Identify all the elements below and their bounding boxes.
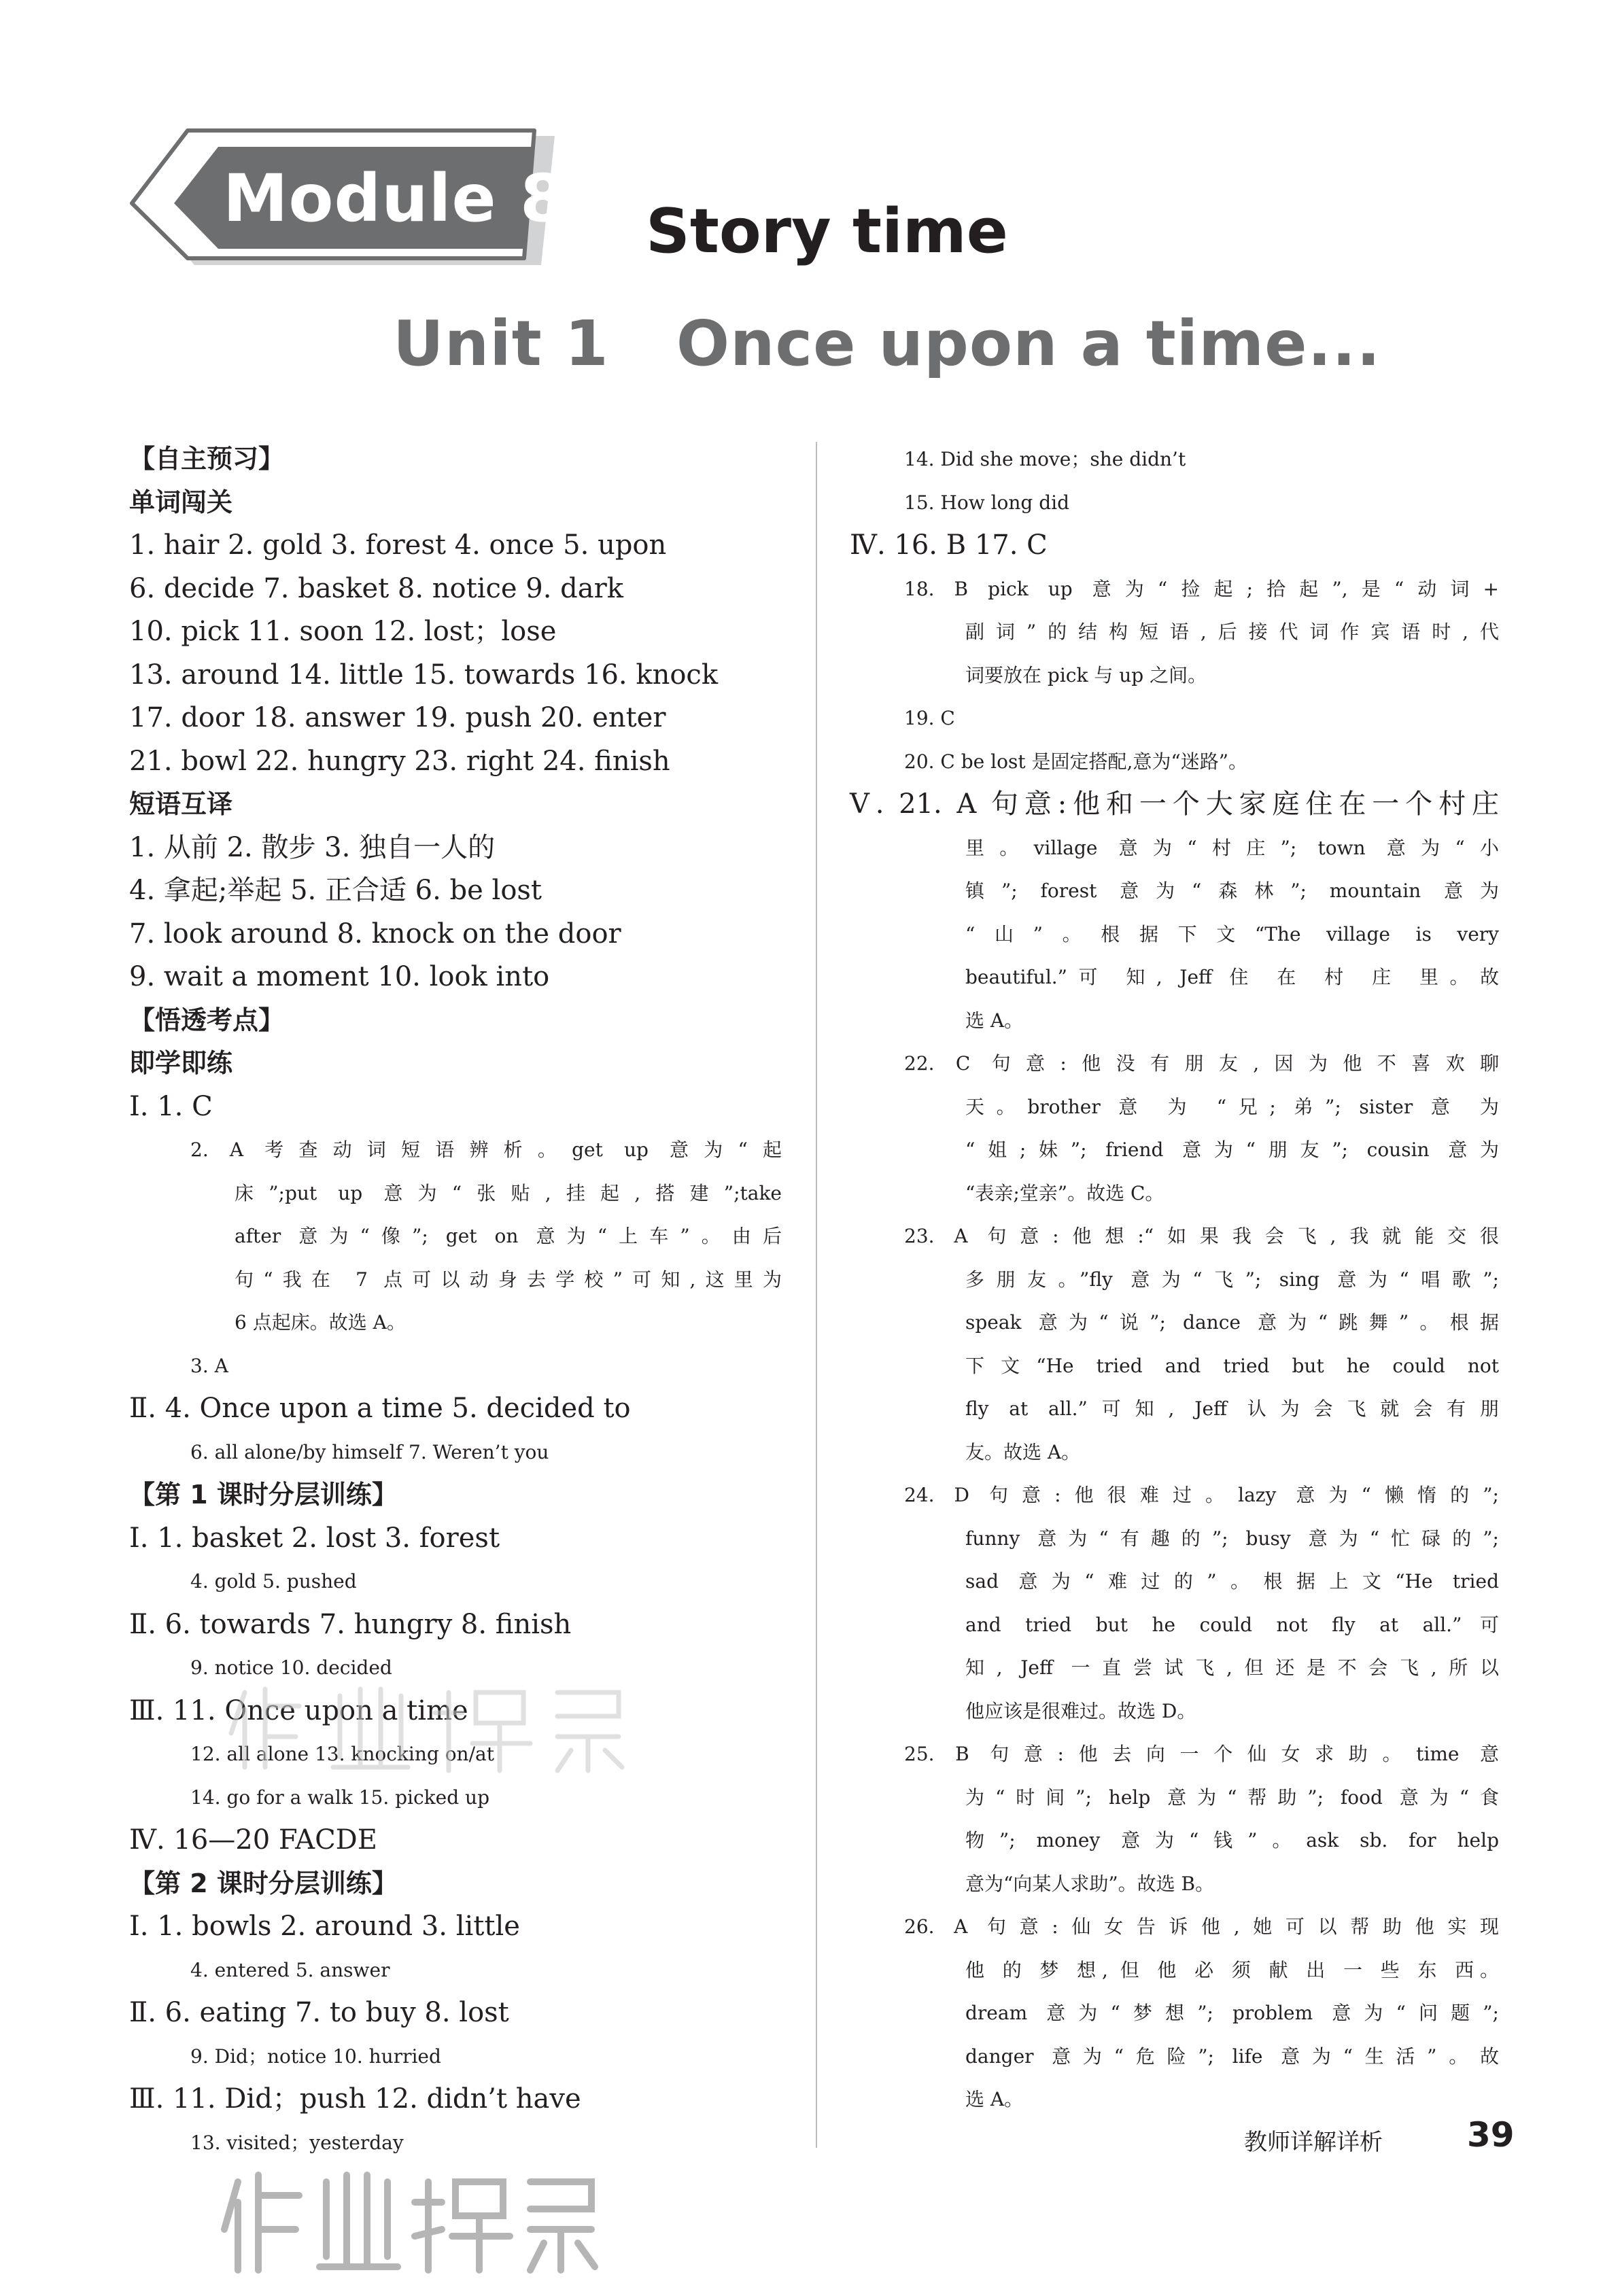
- answer-line: 14. go for a walk 15. picked up: [190, 1786, 490, 1809]
- answer-line: Ⅲ. 11. Once upon a time: [129, 1694, 468, 1726]
- answer-line: 10. pick 11. soon 12. lost；lose: [129, 616, 557, 647]
- answer-line: 12. all alone 13. knocking on/at: [190, 1743, 494, 1765]
- answer-line: 知, Jeff 一直尝试飞,但还是不会飞,所以: [965, 1656, 1499, 1679]
- answer-line: 4. gold 5. pushed: [190, 1570, 357, 1593]
- subsection-heading: 即学即练: [129, 1048, 233, 1078]
- answer-line: 14. Did she move；she didn’t: [904, 448, 1186, 470]
- answer-line: Ⅰ. 1. C: [129, 1090, 213, 1122]
- watermark-logo: [211, 2155, 612, 2284]
- answer-line: 物”; money 意为“钱”。ask sb. for help: [965, 1829, 1499, 1851]
- answer-line: Ⅳ. 16. B 17. C: [850, 529, 1048, 561]
- answer-line: 1. 从前 2. 散步 3. 独自一人的: [129, 831, 496, 863]
- subsection-heading: 单词闯关: [129, 487, 233, 517]
- right-answer-column: [850, 438, 1502, 2121]
- page-number: 39: [1467, 2115, 1515, 2155]
- story-title: Story time: [646, 196, 1008, 267]
- answer-line: 多朋友。”fly 意为“飞”; sing 意为“唱歌”;: [965, 1268, 1499, 1291]
- answer-line: 6 点起床。故选 A。: [235, 1311, 406, 1334]
- answer-line: Ⅱ. 6. towards 7. hungry 8. finish: [129, 1608, 572, 1640]
- answer-line: 选 A。: [965, 1009, 1024, 1032]
- answer-line: 26. A 句意:仙女告诉他,她可以帮助他实现: [904, 1915, 1499, 1938]
- answer-line: 13. visited；yesterday: [190, 2131, 404, 2154]
- answer-line: 15. How long did: [904, 491, 1070, 514]
- module-label: Module 8: [223, 160, 566, 237]
- answer-line: and tried but he could not fly at all.”可: [965, 1613, 1499, 1636]
- answer-line: 17. door 18. answer 19. push 20. enter: [129, 702, 666, 733]
- answer-line: 18. B pick up 意为“捡起;拾起”,是“动词+: [904, 577, 1499, 600]
- answer-line: Ⅳ. 16—20 FACDE: [129, 1824, 377, 1856]
- answer-line: 9. wait a moment 10. look into: [129, 961, 550, 992]
- watermark-faint-overlay: [204, 1672, 653, 1781]
- answer-line: 7. look around 8. knock on the door: [129, 918, 621, 950]
- answer-line: 24. D 句意:他很难过。lazy 意为“懒惰的”;: [904, 1484, 1499, 1506]
- answer-line: 25. B 句意:他去向一个仙女求助。time 意: [904, 1743, 1499, 1765]
- answer-line: 副词”的结构短语,后接代词作宾语时,代: [965, 621, 1499, 643]
- subsection-heading: 短语互译: [129, 789, 233, 819]
- answer-line: 21. bowl 22. hungry 23. right 24. finish: [129, 745, 670, 777]
- answer-line: 4. entered 5. answer: [190, 1958, 390, 1981]
- column-divider: [816, 442, 817, 2148]
- answer-line: 13. around 14. little 15. towards 16. knock: [129, 659, 719, 691]
- answer-line: Ⅰ. 1. bowls 2. around 3. little: [129, 1911, 520, 1942]
- answer-line: 意为“向某人求助”。故选 B。: [965, 1872, 1215, 1895]
- answer-line: dream 意为“梦想”; problem 意为“问题”;: [965, 2002, 1499, 2024]
- left-answer-column: [129, 438, 795, 2164]
- answer-line: fly at all.”可知, Jeff 认为会飞就会有朋: [965, 1397, 1499, 1420]
- answer-line: after 意为“像”; get on 意为“上车”。由后: [235, 1225, 782, 1247]
- answer-line: Ⅲ. 11. Did；push 12. didn’t have: [129, 2083, 581, 2115]
- answer-line: 2. A 考查动词短语辨析。get up 意为“起: [190, 1138, 782, 1161]
- answer-line: 句“我在 7 点可以动身去学校”可知,这里为: [235, 1268, 782, 1291]
- answer-line: danger 意为“危险”; life 意为“生活”。故: [965, 2045, 1499, 2068]
- answer-line: 20. C be lost 是固定搭配,意为“迷路”。: [904, 750, 1248, 773]
- answer-line: 友。故选 A。: [965, 1440, 1081, 1463]
- answer-line: 22. C 句意:他没有朋友,因为他不喜欢聊: [904, 1052, 1499, 1075]
- answer-line: speak 意为“说”; dance 意为“跳舞”。根据: [965, 1311, 1499, 1334]
- answer-line: 选 A。: [965, 2088, 1024, 2110]
- answer-line: 天。brother 意 为 “兄; 弟”; sister 意 为: [965, 1095, 1499, 1118]
- answer-line: Ⅱ. 4. Once upon a time 5. decided to: [129, 1393, 631, 1424]
- answer-line: “表亲;堂亲”。故选 C。: [965, 1181, 1164, 1204]
- answer-line: Ⅱ. 6. eating 7. to buy 8. lost: [129, 1997, 509, 2028]
- section-heading: 【第 2 课时分层训练】: [129, 1868, 398, 1898]
- answer-line: 19. C: [904, 707, 955, 729]
- answer-line: “姐;妹”; friend 意为“朋友”; cousin 意为: [965, 1138, 1499, 1161]
- answer-line: 下文“He tried and tried but he could not: [965, 1354, 1499, 1377]
- section-heading: 【悟透考点】: [129, 1005, 285, 1035]
- footer-label: 教师详解详析: [1244, 2129, 1383, 2156]
- section-heading: 【第 1 课时分层训练】: [129, 1480, 398, 1510]
- section-heading: 【自主预习】: [129, 444, 285, 474]
- answer-line: Ⅴ. 21. A 句意:他和一个大家庭住在一个村庄: [850, 788, 1499, 820]
- answer-line: sad 意为“难过的”。根据上文“He tried: [965, 1570, 1499, 1593]
- answer-line: 他应该是很难过。故选 D。: [965, 1699, 1196, 1722]
- answer-line: 9. Did；notice 10. hurried: [190, 2045, 441, 2068]
- answer-line: 6. decide 7. basket 8. notice 9. dark: [129, 572, 623, 604]
- answer-line: 6. all alone/by himself 7. Weren’t you: [190, 1440, 549, 1463]
- answer-line: 9. notice 10. decided: [190, 1656, 392, 1679]
- answer-line: Ⅰ. 1. basket 2. lost 3. forest: [129, 1522, 500, 1554]
- answer-line: 1. hair 2. gold 3. forest 4. once 5. upon: [129, 529, 667, 561]
- answer-line: 床”;put up 意为“张贴,挂起,搭建”;take: [235, 1181, 782, 1204]
- answer-line: 他 的 梦 想, 但 他 必 须 献 出 一 些 东 西。: [965, 1958, 1499, 1981]
- answer-line: 镇”; forest 意为“森林”; mountain 意为: [965, 880, 1499, 902]
- answer-line: 里。village 意为“村庄”; town 意为“小: [965, 836, 1499, 859]
- unit-title: Unit 1 Once upon a time...: [393, 307, 1381, 380]
- answer-line: 3. A: [190, 1354, 228, 1377]
- answer-line: 词要放在 pick 与 up 之间。: [965, 663, 1207, 686]
- answer-line: 4. 拿起;举起 5. 正合适 6. be lost: [129, 875, 542, 906]
- answer-line: 为“时间”; help 意为“帮助”; food 意为“食: [965, 1786, 1499, 1809]
- answer-line: beautiful.”可 知, Jeff 住 在 村 庄 里。故: [965, 966, 1499, 988]
- answer-line: “山”。根据下文“The village is very: [965, 922, 1499, 945]
- answer-line: funny 意为“有趣的”; busy 意为“忙碌的”;: [965, 1527, 1499, 1550]
- answer-line: 23. A 句意:他想:“如果我会飞,我就能交很: [904, 1225, 1499, 1247]
